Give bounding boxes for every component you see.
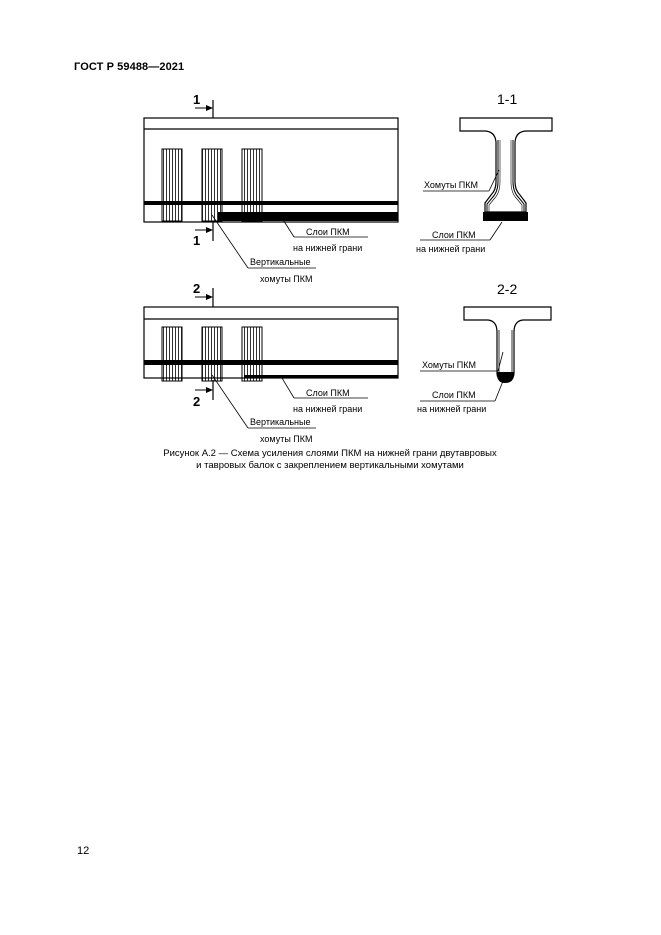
leader-section-1-layers: [416, 222, 502, 254]
section-2-layers-line2: на нижней грани: [417, 404, 487, 414]
figure-caption-line2: и тавровых балок с закреплением вертикальными хомутами: [196, 460, 464, 471]
section-1-layers-line2: на нижней грани: [416, 244, 486, 254]
document-standard-number: ГОСТ Р 59488—2021: [74, 61, 185, 73]
section-2-stirrups-label: Хомуты ПКМ: [422, 360, 476, 370]
cut-mark-2-bottom: [193, 380, 213, 409]
stirrup: [202, 149, 222, 221]
layers-label-2-line1: Слои ПКМ: [306, 388, 350, 398]
beam-1-elevation: [144, 92, 398, 284]
stirrup: [242, 327, 262, 381]
beam-2-elevation: [144, 281, 398, 444]
stirrups-label-1-line2: хомуты ПКМ: [260, 274, 313, 284]
cut-mark-1-top: [193, 92, 213, 118]
section-1-1-title: 1-1: [497, 91, 518, 107]
section-2-2-title: 2-2: [497, 281, 518, 297]
section-1-layers-line1: Слои ПКМ: [432, 230, 476, 240]
stirrups-label-2-line2: хомуты ПКМ: [260, 434, 313, 444]
leader-section-2-layers: [417, 381, 503, 414]
leader-section-2-stirrups: [420, 352, 503, 371]
cut-mark-1-bottom: [193, 222, 213, 248]
section-1-stirrups-label: Хомуты ПКМ: [424, 180, 478, 190]
cut-mark-2-top: [193, 281, 213, 307]
figure-caption: [120, 448, 540, 472]
beam-2-pkm-layers: [244, 375, 398, 378]
leader-layers-1: [282, 218, 368, 253]
section-1-1-stirrup-wrap: [487, 140, 524, 214]
stirrup: [162, 327, 182, 381]
layers-label-2-line2: на нижней грани: [293, 404, 363, 414]
leader-section-1-stirrups: [423, 170, 499, 191]
section-2-layers-line1: Слои ПКМ: [432, 390, 476, 400]
section-2-2-outline: [464, 307, 551, 380]
section-2-2-stirrup-wrap: [499, 330, 512, 378]
cut-label-1-top: 1: [193, 92, 201, 107]
leader-layers-2: [282, 378, 368, 414]
section-1-1-pkm-layers: [483, 212, 528, 221]
layers-label-1-line1: Слои ПКМ: [306, 227, 350, 237]
beam-2-stirrups: [162, 327, 262, 381]
stirrup: [242, 149, 262, 221]
page-number: 12: [77, 845, 90, 857]
stirrups-label-1-line1: Вертикальные: [250, 257, 311, 267]
layers-label-1-line2: на нижней грани: [293, 243, 363, 253]
cut-label-2-top: 2: [193, 281, 201, 296]
section-1-1: [416, 91, 552, 254]
figure-caption-line1: Рисунок А.2 — Схема усиления слоями ПКМ на нижней грани двутавровых: [163, 448, 497, 459]
stirrup: [202, 327, 222, 381]
section-2-2-pkm-layers: [497, 372, 514, 383]
stirrup: [162, 149, 182, 221]
beam-1-stirrups: [162, 149, 262, 221]
cut-label-1-bottom: 1: [193, 233, 201, 248]
cut-label-2-bottom: 2: [193, 394, 201, 409]
section-1-1-outline: [460, 118, 552, 212]
stirrups-label-2-line1: Вертикальные: [250, 417, 311, 427]
section-2-2: [417, 281, 551, 414]
